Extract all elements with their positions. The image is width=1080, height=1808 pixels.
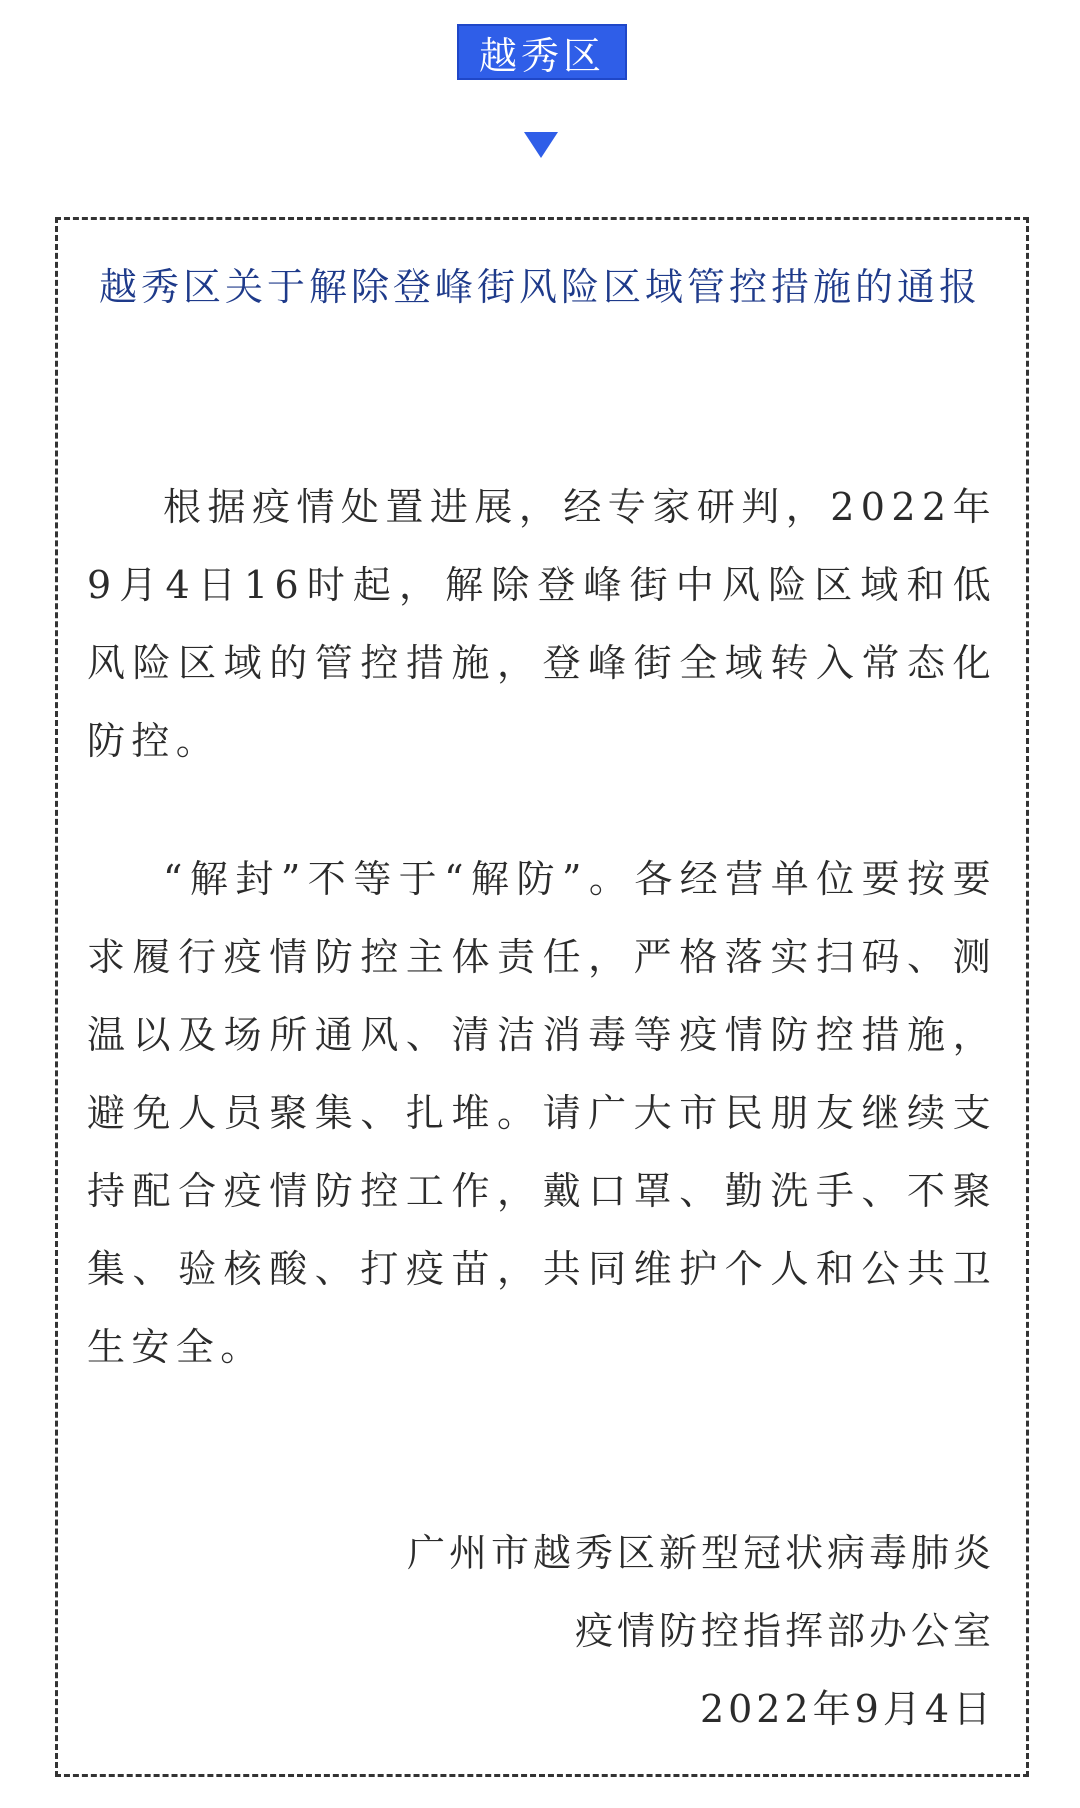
district-tag: 越秀区	[457, 24, 627, 80]
notice-title: 越秀区关于解除登峰街风险区域管控措施的通报	[98, 265, 981, 309]
signature-organization-line-1: 广州市越秀区新型冠状病毒肺炎	[406, 1531, 995, 1575]
notice-paragraph-1: 根据疫情处置进展，经专家研判，2022年9月4日16时起，解除登峰街中风险区域和低风险区域的管控措施，登峰街全域转入常态化防控。	[87, 485, 997, 763]
triangle-down-icon	[524, 132, 558, 158]
signature-organization-line-2: 疫情防控指挥部办公室	[574, 1609, 995, 1653]
signature-date: 2022年9月4日	[699, 1687, 995, 1731]
notice-paragraph-2: “解封”不等于“解防”。各经营单位要按要求履行疫情防控主体责任，严格落实扫码、测温以及场所通风、清洁消毒等疫情防控措施，避免人员聚集、扎堆。请广大市民朋友继续支持配合疫情防控工作，戴口罩、勤洗手、不聚集、验核酸、打疫苗，共同维护个人和公共卫生安全。	[87, 857, 997, 1369]
